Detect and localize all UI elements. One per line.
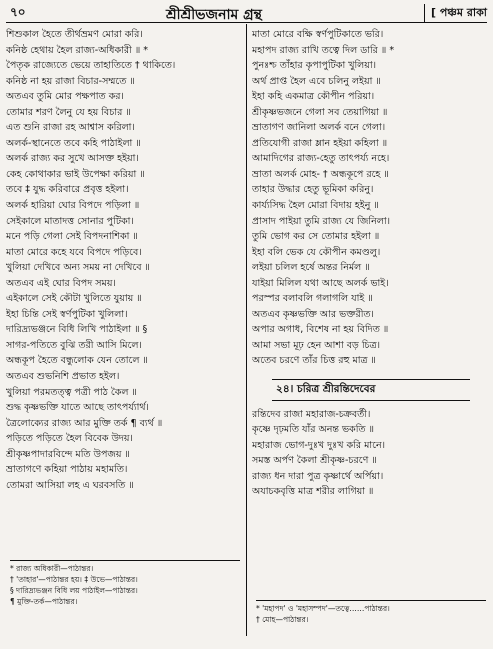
book-title: শ্রীশ্রীভজনাম গ্রন্থ — [166, 7, 262, 23]
verse-line: শ্রীকৃষ্ণভজনে গেলা সব তেয়াগিয়া ॥ — [252, 106, 388, 118]
verse-line: পড়িতে পড়িতে হৈল বিবেক উদয়। — [6, 433, 133, 445]
verse-line: প্রাসাদ পাইয়া তুমি রাজ্য যে জিনিলা। — [252, 215, 390, 227]
verse-line: শ্রীকৃষ্ণপাদারবিন্দে মতি উপজয় ॥ — [6, 448, 130, 460]
verse-line: দারিদ্র্যভঞ্জনে বিধি লিখি পাঠাইলা ॥ § — [6, 324, 148, 336]
verse-line: আমা সভা মূঢ় হেন আশা বড় চিত্র। — [252, 339, 381, 351]
verse-line: প্রতিযোগী রাজা ম্লান হইয়া কহিলা ॥ — [252, 137, 388, 149]
verse-line: রাজ্য ধন দারা পুত্র কৃষ্ণার্থে অর্পিয়া। — [252, 470, 384, 482]
verse-line: খুলিয়া দেখিবে অন্য সময় না দেখিবে ॥ — [6, 262, 150, 274]
verse-line: কৃষ্ণে দৃঢ়মতি যাঁর অনন্ত ভকতি ॥ — [252, 424, 374, 436]
verse-line: শুদ্ধ কৃষ্ণভক্তি যাতে আছে তাৎপর্য্যার্থ। — [6, 402, 149, 414]
verse-line: মহাপদ রাজ্য রাখি তত্বে দিল ডারি ॥ * — [252, 44, 395, 56]
verse-line: কনিষ্ঠ না হয় রাজা বিচার-সম্মতে ॥ — [6, 75, 135, 87]
verse-line: পরস্পর বলাবলি গলাগলি যাই ॥ — [252, 293, 373, 305]
verse-line: তুমি ভোগ কর সে তোমার হইলা ॥ — [252, 231, 380, 243]
footnote-line: § দারিদ্র্যভঞ্জন বিধি লয় পাঠাইল—পাঠান্তর। — [10, 586, 138, 595]
column-divider — [246, 24, 247, 636]
verse-line: অতেব চরণে তাঁর চিত্ত রহু মাত্র ॥ — [252, 355, 376, 367]
verse-line: ভ্রাতাগণ জানিলা অলর্ক বনে গেলা। — [252, 122, 386, 134]
verse-line: মনে পড়ি গেলা সেই বিপদনাশিকা ॥ — [6, 231, 138, 243]
section-label: [ পঞ্চম রাকা — [424, 4, 487, 23]
verse-line: তবে ‡ যুদ্ধ করিবারে প্রবৃত্ত হইলা। — [6, 184, 129, 196]
verse-line: সেইকালে মাতাদত্ত সোনার পুটিকা। — [6, 215, 134, 227]
right-footnotes — [256, 600, 486, 625]
verse-line: পৈতৃক রাজ্যেতে ভেয়ে তাহাতিতে † থাকিতে। — [6, 60, 176, 72]
verse-line: অতএব শুভনিশি প্রভাত হইল। — [6, 371, 120, 383]
left-footnotes — [10, 560, 240, 607]
verse-line: ত্রৈলোক্যের রাজ্য আর মুক্তি তর্ক ¶ ব্যর্থ ॥ — [6, 417, 163, 429]
verse-line: মাতা মোরে বক্ষি স্বর্ণপুটিকাতে ভরি। — [252, 29, 384, 40]
footnote-line: * রাজ্য অধিকারী—পাঠান্তর। — [10, 564, 94, 573]
footnote-line: * 'মহাপদ' ও 'মহাসম্পদ'—তত্বে……পাঠান্তর। — [256, 604, 390, 613]
verse-line: ইহা বলি ভেক যে কৌপীন কমণ্ডলু। — [252, 246, 381, 258]
verse-line: ইহা কহি একমাত্র কৌপীন পরিয়া। — [252, 91, 375, 103]
right-verses-1 — [252, 27, 488, 369]
verse-line: অতএব তুমি মোর পক্ষপাত কর। — [6, 91, 124, 103]
page-number: ৭০ — [10, 5, 26, 19]
verse-line: সমস্ত অর্পণ কৈলা শ্রীকৃষ্ণ-চরণে ॥ — [252, 455, 377, 467]
verse-line: অলর্ক হারিয়া ঘোর বিপদে পড়িলা ॥ — [6, 200, 140, 212]
header-rule — [6, 22, 487, 23]
verse-line: এইকালে সেই কৌটা খুলিতে যুয়ায় ॥ — [6, 293, 142, 305]
verse-line: শিশুকাল হৈতে তীর্থভ্রমণ মোরা করি। — [6, 29, 143, 40]
verse-line: মহারাজ ভোগ-দুঃখ দুঃখ করি মানে। — [252, 439, 386, 451]
verse-line: তাহার উদ্ধার হেতু ভূমিকা করিনু। — [252, 184, 374, 196]
verse-line: অযাচকবৃত্তি মাত্র শরীর লাগিয়া ॥ — [252, 486, 374, 498]
verse-line: অন্ধকূপ হৈতে বন্ধুলোক যেন তোলে ॥ — [6, 355, 148, 367]
verse-line: সাগর-পতিতে বুঝি তরী আসি মিলে। — [6, 339, 142, 351]
verse-line: রন্তিদেব রাজা মহারাজ-চক্রবর্তী। — [252, 408, 371, 420]
verse-line: তোমরা আসিয়া লহ এ ঘরবসতি ॥ — [6, 479, 134, 491]
verse-line: কার্য্যসিদ্ধ হৈল মোরা বিদায় হইনু ॥ — [252, 200, 379, 212]
verse-line: অলর্ক রাজ্য কর সুখে আসক্ত হইয়া। — [6, 153, 139, 165]
verse-line: পুনঃশ্চ তাঁহার কৃপাপুটিকা খুলিয়া। — [252, 60, 377, 72]
verse-line: লইয়া চলিল হর্ষে অন্তর নির্মল ॥ — [252, 262, 370, 274]
footnote-line: † 'তাহার'—পাঠান্তর হয়। ‡ উভে—পাঠান্তর। — [10, 575, 138, 584]
right-verses-2 — [252, 407, 488, 500]
verse-line: এত শুনি রাজা রহ আশ্বাস করিলা। — [6, 122, 135, 134]
verse-line: অতএব এই ঘোর বিপদ সময়। — [6, 277, 116, 289]
verse-line: ভ্রাতাগণে কহিয়া পাঠায় মহামতি। — [6, 464, 128, 476]
right-column — [252, 27, 488, 500]
verse-line: ইহা চিন্তি সেই স্বর্ণপুটিকা খুলিলা। — [6, 308, 128, 320]
verse-line: খুলিয়া পরমতত্ত্ব পত্রী পাঠ কৈল ॥ — [6, 386, 137, 398]
verse-line: ভ্রাতা অলর্ক মোহ- † অন্ধকূপে রহে ॥ — [252, 168, 389, 180]
verse-line: যাইয়া মিলিল যথা আছে অলর্ক ভাই। — [252, 277, 389, 289]
verse-line: অপার অগাধ, বিশেষ না হয় বিদিত ॥ — [252, 324, 389, 336]
left-column — [6, 27, 240, 493]
verse-line: আমাদিগের রাজ্য-হেতু তাৎপর্য্য নহে। — [252, 153, 390, 165]
verse-line: অতএব কৃষ্ণভক্তি আর ভক্তরীত। — [252, 308, 374, 320]
verse-line: কেহ কোথাকার ভাই উপেক্ষা করিয়া ॥ — [6, 168, 145, 180]
chapter-heading: ২৪। চরিত্র শ্রীরন্তিদেবের — [272, 379, 470, 401]
footnote-line: † মোহ—পাঠান্তর। — [256, 615, 309, 624]
page-header — [6, 3, 487, 21]
verse-line: তোমার শরণ লৈনু যে হয় বিচার ॥ — [6, 106, 131, 118]
verse-line: মাতা মোরে কহে যবে বিপদে পড়িবে। — [6, 246, 142, 258]
verse-line: কনিষ্ঠ হেথায় হৈল রাজ্য-অধিকারী ॥ * — [6, 44, 148, 56]
verse-line: অলর্ক-স্থানেতে তবে কহি পাঠাইলা ॥ — [6, 137, 141, 149]
verse-line: অর্থ প্রাপ্ত হৈল এবে চলিনু লইয়া ॥ — [252, 75, 381, 87]
footnote-line: ¶ মুক্তি-তর্ক—পাঠান্তর। — [10, 597, 78, 606]
